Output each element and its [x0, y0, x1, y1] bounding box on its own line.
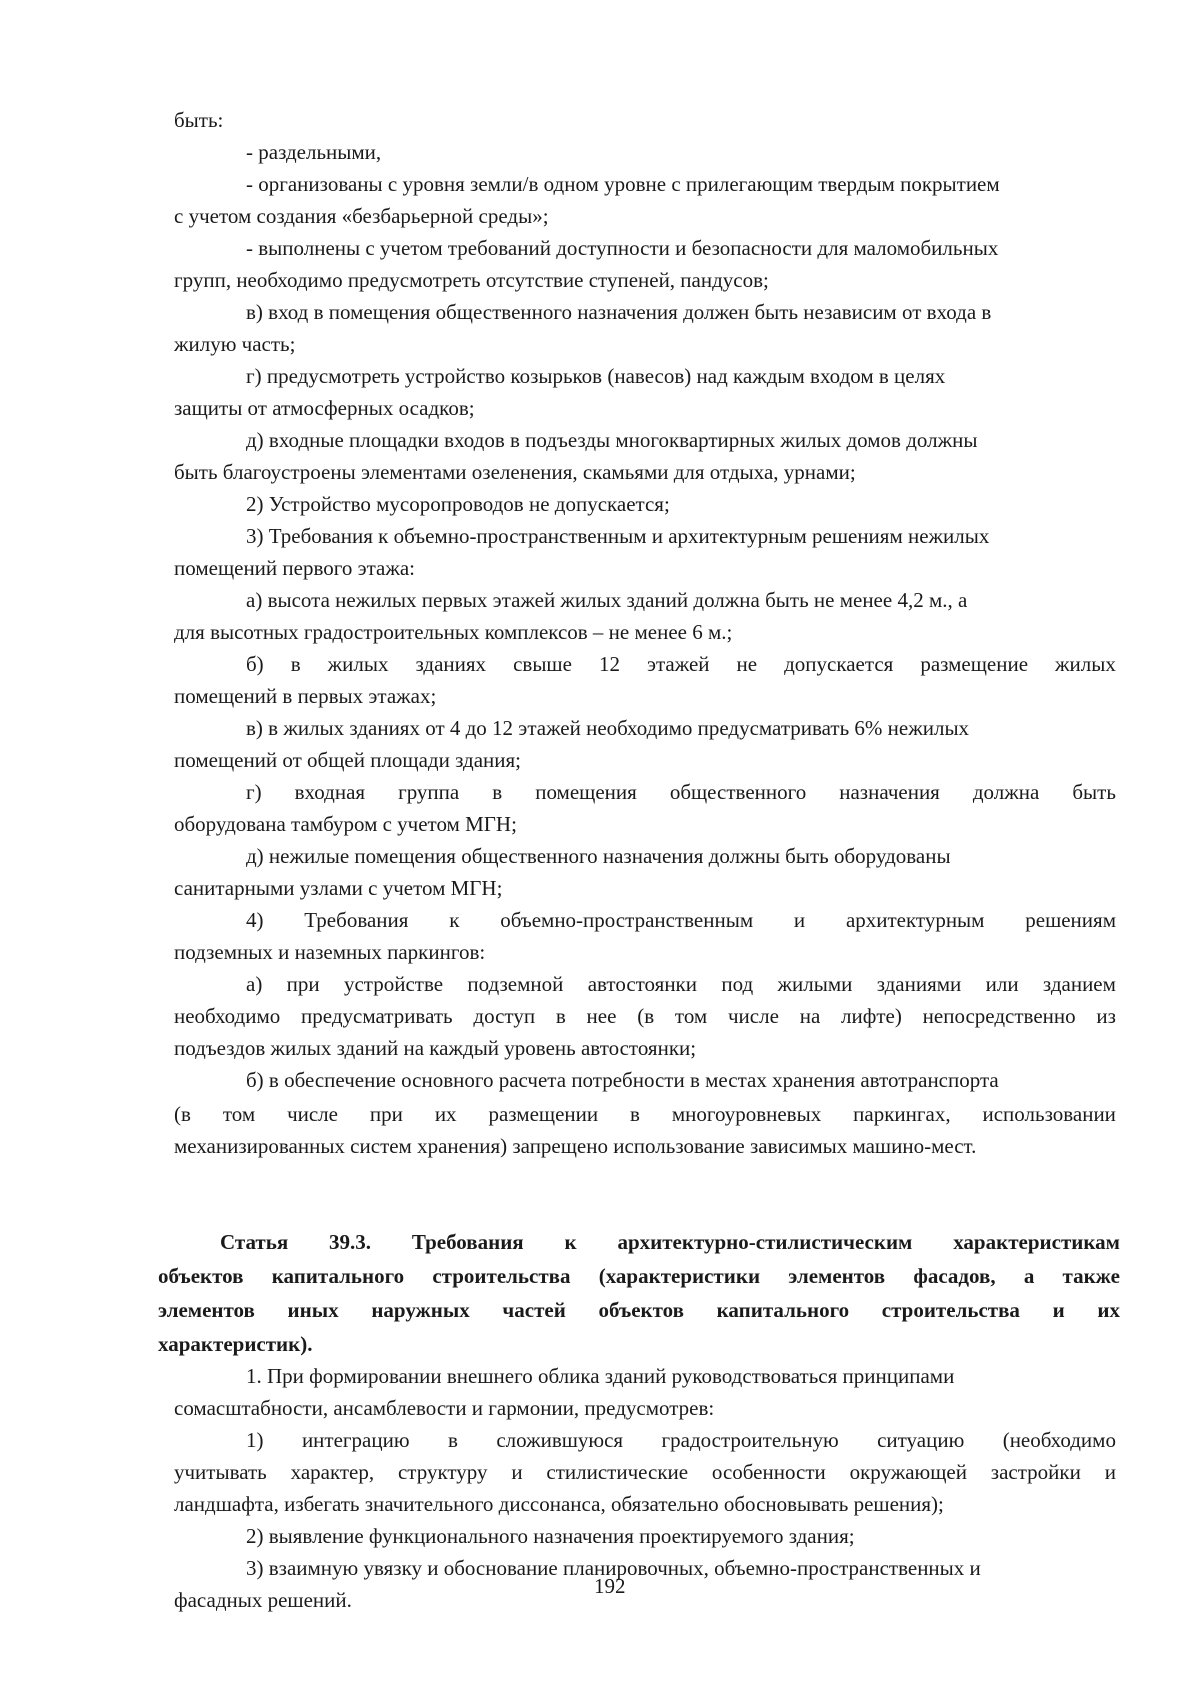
article-heading: характеристик).	[158, 1332, 313, 1356]
text-line: быть:	[174, 108, 224, 132]
text-line: сомасштабности, ансамблевости и гармонии, предусмотрев:	[174, 1396, 715, 1420]
text-line: помещений первого этажа:	[174, 556, 416, 580]
page-number: 192	[594, 1574, 626, 1598]
text-line: - выполнены с учетом требований доступности и безопасности для маломобильных	[246, 236, 999, 260]
text-line-justified: б) в жилых зданиях свыше 12 этажей не допускается размещение жилых	[246, 652, 1116, 676]
text-line: г) предусмотреть устройство козырьков (навесов) над каждым входом в целях	[246, 364, 946, 388]
text-line: - раздельными,	[246, 140, 382, 164]
text-line: помещений от общей площади здания;	[174, 748, 521, 772]
text-line: - организованы с уровня земли/в одном уровне с прилегающим твердым покрытием	[246, 172, 1000, 196]
article-heading: объектов капитального строительства (характеристики элементов фасадов, а также	[158, 1264, 1120, 1288]
text-line: с учетом создания «безбарьерной среды»;	[174, 204, 549, 228]
text-line: помещений в первых этажах;	[174, 684, 437, 708]
text-line: в) в жилых зданиях от 4 до 12 этажей необходимо предусматривать 6% нежилых	[246, 716, 970, 740]
text-line: а) высота нежилых первых этажей жилых зданий должна быть не менее 4,2 м., а	[246, 588, 968, 612]
text-line: ландшафта, избегать значительного диссонанса, обязательно обосновывать решения);	[174, 1492, 944, 1516]
text-line: подъездов жилых зданий на каждый уровень автостоянки;	[174, 1036, 697, 1060]
text-line: д) входные площадки входов в подъезды многоквартирных жилых домов должны	[246, 428, 978, 452]
text-line: механизированных систем хранения) запрещено использование зависимых машино-мест.	[174, 1134, 977, 1158]
article-heading: Статья 39.3. Требования к архитектурно-стилистическим характеристикам	[220, 1230, 1120, 1254]
text-line: санитарными узлами с учетом МГН;	[174, 876, 503, 900]
text-line: 3) взаимную увязку и обоснование планировочных, объемно-пространственных и	[246, 1556, 981, 1580]
text-line: быть благоустроены элементами озеленения, скамьями для отдыха, урнами;	[174, 460, 856, 484]
text-line: д) нежилые помещения общественного назначения должны быть оборудованы	[246, 844, 951, 868]
text-line: 3) Требования к объемно-пространственным и архитектурным решениям нежилых	[246, 524, 990, 548]
text-line: для высотных градостроительных комплексов – не менее 6 м.;	[174, 620, 733, 644]
text-line: в) вход в помещения общественного назначения должен быть независим от входа в	[246, 300, 992, 324]
text-line-justified: 1) интеграцию в сложившуюся градостроительную ситуацию (необходимо	[246, 1428, 1116, 1452]
text-line: подземных и наземных паркингов:	[174, 940, 486, 964]
text-line: групп, необходимо предусмотреть отсутствие ступеней, пандусов;	[174, 268, 769, 292]
text-line: защиты от атмосферных осадков;	[174, 396, 475, 420]
text-line-justified: (в том числе при их размещении в многоуровневых паркингах, использовании	[174, 1102, 1116, 1126]
text-line: оборудована тамбуром с учетом МГН;	[174, 812, 517, 836]
text-line-justified: 4) Требования к объемно-пространственным и архитектурным решениям	[246, 908, 1116, 932]
text-line: фасадных решений.	[174, 1588, 352, 1612]
text-line-justified: г) входная группа в помещения общественного назначения должна быть	[246, 780, 1116, 804]
text-line-justified: а) при устройстве подземной автостоянки под жилыми зданиями или зданием	[246, 972, 1116, 996]
text-line: 1. При формировании внешнего облика зданий руководствоваться принципами	[246, 1364, 955, 1388]
text-line: 2) Устройство мусоропроводов не допускается;	[246, 492, 670, 516]
text-line-justified: учитывать характер, структуру и стилистические особенности окружающей застройки и	[174, 1460, 1116, 1484]
text-line: б) в обеспечение основного расчета потребности в местах хранения автотранспорта	[246, 1068, 999, 1092]
text-line: 2) выявление функционального назначения проектируемого здания;	[246, 1524, 855, 1548]
text-line: жилую часть;	[174, 332, 296, 356]
article-heading: элементов иных наружных частей объектов капитального строительства и их	[158, 1298, 1120, 1322]
text-line-justified: необходимо предусматривать доступ в нее (в том числе на лифте) непосредственно из	[174, 1004, 1116, 1028]
